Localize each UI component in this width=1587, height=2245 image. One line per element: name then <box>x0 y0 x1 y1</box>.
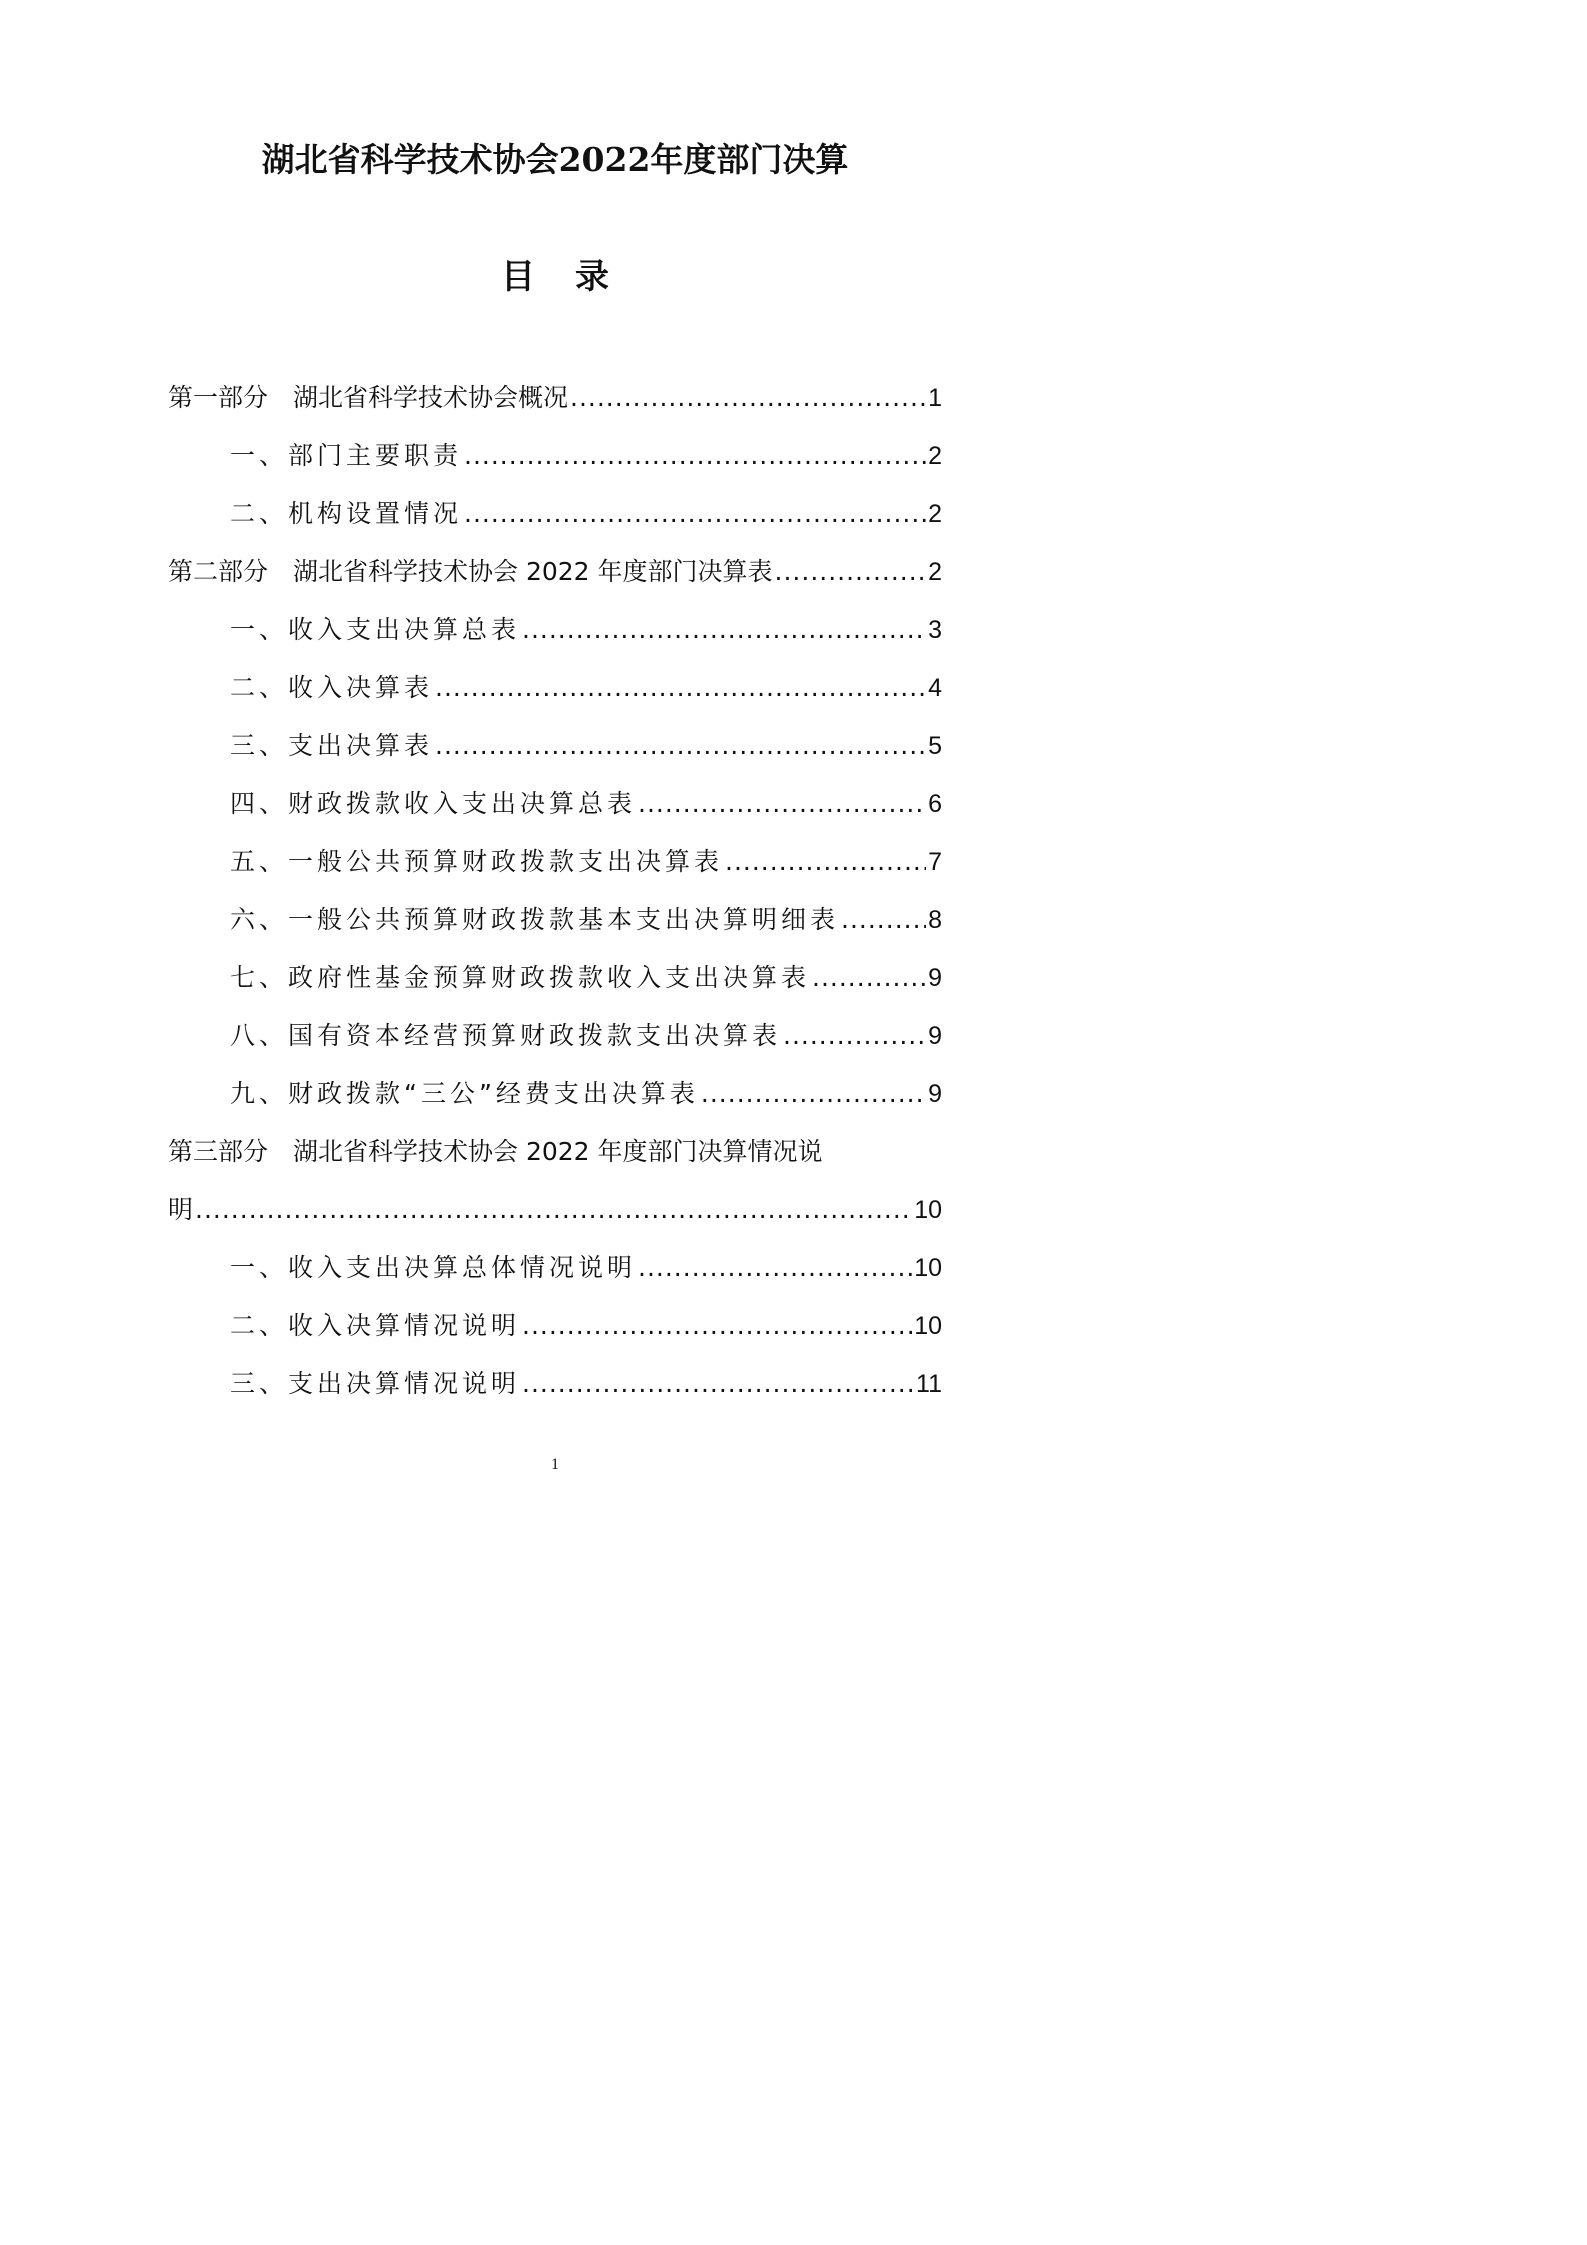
toc-entry-page: 7 <box>928 848 942 876</box>
toc-entry-label: 四、财政拨款收入支出决算总表 <box>230 789 637 818</box>
toc-leader-dots <box>638 1239 912 1297</box>
toc-entry-label: 七、政府性基金预算财政拨款收入支出决算表 <box>230 963 811 992</box>
toc-entry-page: 9 <box>928 964 942 992</box>
toc-entry[interactable] <box>168 891 942 949</box>
toc-entry-label: 九、财政拨款“三公”经费支出决算表 <box>230 1079 699 1108</box>
toc-entry-page: 2 <box>928 558 942 586</box>
toc-leader-dots <box>638 775 926 833</box>
toc-leader-dots <box>464 485 926 543</box>
toc-leader-dots <box>522 601 926 659</box>
toc-entry-label: 八、国有资本经营预算财政拨款支出决算表 <box>230 1021 782 1050</box>
toc-entry-label: 第一部分 湖北省科学技术协会概况 <box>168 383 569 412</box>
toc-entry[interactable] <box>168 485 942 543</box>
toc-entry-page: 2 <box>928 442 942 470</box>
toc-entry-page: 8 <box>928 906 942 934</box>
toc-entry-page: 9 <box>928 1080 942 1108</box>
toc-entry[interactable] <box>168 369 942 427</box>
document-title: 湖北省科学技术协会2022年度部门决算 <box>261 140 849 179</box>
toc-entry-page: 3 <box>928 616 942 644</box>
toc-entry[interactable] <box>168 775 942 833</box>
toc-entry-page: 10 <box>914 1196 942 1224</box>
toc-entry[interactable] <box>168 1007 942 1065</box>
toc-entry-page: 10 <box>914 1254 942 1282</box>
toc-entry-label: 二、收入决算表 <box>230 673 434 702</box>
toc-entry[interactable] <box>168 949 942 1007</box>
toc-leader-dots <box>522 1297 912 1355</box>
toc-entry-page: 6 <box>928 790 942 818</box>
toc-entry[interactable] <box>168 1297 942 1355</box>
document-page <box>0 0 1110 1569</box>
toc-entry[interactable] <box>168 717 942 775</box>
toc-entry-page: 4 <box>928 674 942 702</box>
toc-leader-dots <box>783 1007 926 1065</box>
toc-leader-dots <box>812 949 926 1007</box>
page-number: 1 <box>551 1456 559 1473</box>
toc-entry[interactable] <box>168 1065 942 1123</box>
toc-heading: 目录 <box>501 257 649 297</box>
toc-entry[interactable] <box>168 1355 942 1413</box>
toc-entry-label: 二、机构设置情况 <box>230 499 463 528</box>
toc-entry-label-continuation: 明 <box>168 1195 194 1224</box>
toc-entry-continuation[interactable] <box>168 1181 942 1239</box>
toc-entry-label: 第二部分 湖北省科学技术协会 2022 年度部门决算表 <box>168 557 773 586</box>
toc-entry-page: 5 <box>928 732 942 760</box>
toc-entry[interactable] <box>168 833 942 891</box>
toc-entry[interactable] <box>168 543 942 601</box>
toc-leader-dots <box>195 1181 912 1239</box>
toc-leader-dots <box>464 427 926 485</box>
toc-leader-dots <box>775 543 927 601</box>
toc-entry-label: 第三部分 湖北省科学技术协会 2022 年度部门决算情况说 <box>168 1137 823 1166</box>
toc-entry-label: 一、部门主要职责 <box>230 441 463 470</box>
toc-entry-page: 9 <box>928 1022 942 1050</box>
toc-entry-page: 10 <box>914 1312 942 1340</box>
toc-leader-dots <box>701 1065 926 1123</box>
toc-entry-page: 1 <box>928 384 942 412</box>
toc-leader-dots <box>841 891 926 949</box>
toc-entry-label: 三、支出决算情况说明 <box>230 1369 521 1398</box>
toc-entry-label: 一、收入支出决算总体情况说明 <box>230 1253 637 1282</box>
toc-leader-dots <box>725 833 926 891</box>
table-of-contents <box>168 369 942 1413</box>
toc-entry[interactable] <box>168 1239 942 1297</box>
toc-entry-label: 六、一般公共预算财政拨款基本支出决算明细表 <box>230 905 840 934</box>
toc-entry-label: 一、收入支出决算总表 <box>230 615 521 644</box>
toc-entry[interactable] <box>168 427 942 485</box>
toc-entry-label: 五、一般公共预算财政拨款支出决算表 <box>230 847 724 876</box>
toc-entry-page: 2 <box>928 500 942 528</box>
toc-leader-dots <box>570 369 926 427</box>
toc-entry[interactable] <box>168 1123 942 1181</box>
toc-leader-dots <box>435 717 926 775</box>
toc-entry[interactable] <box>168 659 942 717</box>
toc-entry-label: 三、支出决算表 <box>230 731 434 760</box>
toc-entry-label: 二、收入决算情况说明 <box>230 1311 521 1340</box>
toc-leader-dots <box>435 659 926 717</box>
toc-entry-page: 11 <box>916 1370 942 1398</box>
toc-leader-dots <box>522 1355 914 1413</box>
toc-entry[interactable] <box>168 601 942 659</box>
